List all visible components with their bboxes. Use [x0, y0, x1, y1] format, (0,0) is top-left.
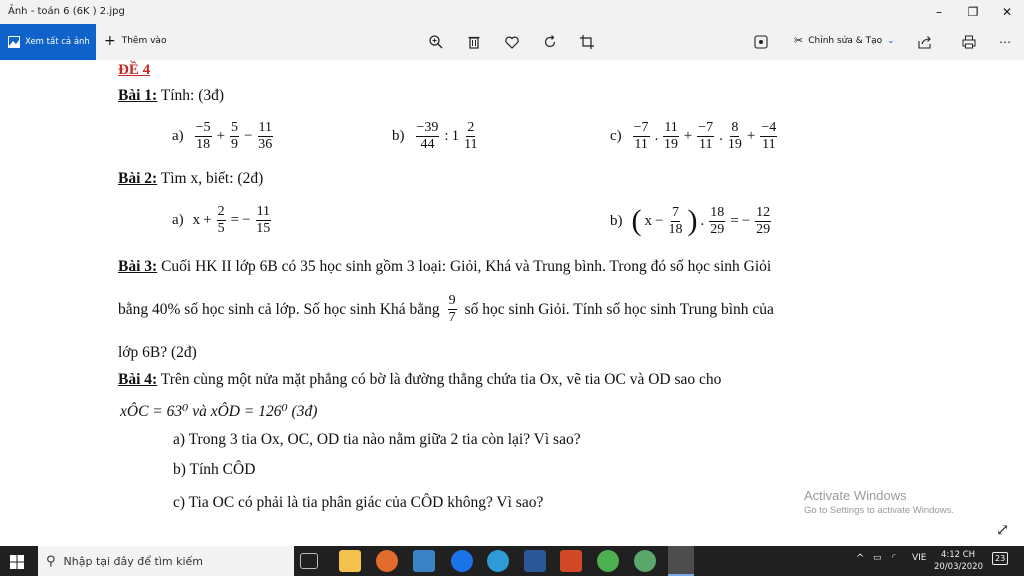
fraction: [697, 120, 714, 153]
fraction-denominator: 36: [258, 137, 273, 152]
windows-start-icon[interactable]: [10, 554, 24, 573]
parenthesis: ): [687, 204, 698, 237]
search-placeholder: Nhập tại đây để tìm kiếm: [63, 554, 204, 568]
math-operator: −: [741, 212, 751, 229]
bai1-c: [610, 120, 779, 153]
math-operator: x: [192, 212, 201, 228]
bai2-a: [172, 204, 273, 237]
fullscreen-expand-icon[interactable]: ⤢: [996, 522, 1010, 539]
watermark-title: Activate Windows: [804, 488, 907, 503]
fraction: [217, 204, 226, 237]
bai1-b-fraction: [416, 120, 440, 153]
word-icon[interactable]: [524, 550, 546, 572]
bai3-text-1: Cuối HK II lớp 6B có 35 học sinh gồm 3 loại: Giỏi, Khá và Trung bình. Trong đó số học sinh Giỏi: [157, 258, 772, 275]
edit-create-label: Chỉnh sửa & Tạo: [808, 35, 883, 46]
bai3-fraction: [448, 293, 457, 326]
clock[interactable]: [934, 549, 982, 573]
bai2-b-label: b): [610, 212, 623, 229]
fraction-numerator: 11: [664, 120, 678, 135]
bai1-text: Tính: (3đ): [157, 87, 225, 104]
math-operator: +: [746, 128, 756, 144]
fraction-numerator: 8: [731, 120, 739, 135]
browser-icon[interactable]: [487, 550, 509, 572]
see-all-photos-button[interactable]: [0, 24, 96, 60]
bai2-a-label: a): [172, 212, 184, 228]
slideshow-icon[interactable]: [750, 31, 772, 53]
bai1-label: Bài 1:: [118, 87, 158, 104]
fraction-denominator: 15: [256, 221, 271, 236]
fraction-denominator: 11: [634, 137, 648, 152]
bai1-b-mixed-fraction: [464, 120, 477, 153]
edit-create-button[interactable]: [794, 34, 895, 47]
bai2-text: Tìm x, biết: (2đ): [157, 170, 264, 187]
watermark-subtitle: Go to Settings to activate Windows.: [804, 505, 954, 516]
chrome-profile-icon[interactable]: [634, 550, 656, 572]
fraction-numerator: −5: [195, 120, 211, 135]
edge-icon[interactable]: [451, 550, 473, 572]
math-operator: =: [230, 212, 240, 228]
more-options-icon[interactable]: ⋯: [999, 35, 1011, 49]
bai1-c-label: c): [610, 128, 622, 144]
chevron-down-icon: ⌄: [887, 35, 895, 46]
close-button[interactable]: ✕: [1001, 5, 1013, 19]
bai4-line2: xÔC = 63⁰ và xÔD = 126⁰ (3đ): [120, 403, 318, 420]
bai1-a-label: a): [172, 128, 184, 144]
photos-taskbar-icon[interactable]: [668, 546, 694, 576]
fraction-denominator: 19: [727, 137, 742, 152]
bai1-heading: [118, 87, 224, 105]
search-icon: ⚲: [46, 553, 56, 569]
notifications-icon[interactable]: [992, 552, 1008, 565]
toolbar: [0, 24, 1024, 60]
bai2-b: [610, 204, 773, 238]
math-operator: x: [644, 212, 652, 229]
zoom-icon[interactable]: [425, 31, 447, 53]
chevron-up-icon[interactable]: ^: [856, 553, 865, 564]
fraction: [258, 120, 273, 153]
bai3-label: Bài 3:: [118, 258, 158, 275]
fraction-numerator: 2: [217, 204, 225, 219]
parenthesis: (: [631, 204, 642, 237]
fraction: [256, 204, 271, 237]
fraction: [709, 205, 725, 238]
bai1-a-expression: [193, 120, 275, 153]
math-operator: .: [719, 128, 723, 144]
taskbar-search[interactable]: [38, 546, 294, 576]
battery-icon[interactable]: ▭: [873, 553, 882, 563]
bai2-a-expression: [193, 204, 273, 237]
add-to-button[interactable]: [104, 33, 166, 49]
scissors-icon: ✂: [794, 34, 804, 47]
math-operator: −: [242, 212, 251, 228]
math-operator: .: [700, 212, 705, 229]
bai3-line3: lớp 6B? (2đ): [118, 344, 197, 361]
fraction-denominator: 7: [448, 310, 456, 325]
rotate-icon[interactable]: [539, 31, 561, 53]
bai2-heading: [118, 170, 263, 188]
bai4-label: Bài 4:: [118, 371, 158, 388]
taskbar: [0, 546, 1024, 576]
fraction-denominator: 19: [664, 137, 679, 152]
fraction: [728, 120, 742, 153]
photos-icon: [8, 36, 20, 48]
print-icon[interactable]: [958, 31, 980, 53]
favorite-heart-icon[interactable]: [501, 31, 523, 53]
share-icon[interactable]: [914, 31, 936, 53]
fraction-numerator: 11: [258, 120, 272, 135]
bai4-a: a) Trong 3 tia Ox, OC, OD tia nào nằm giữa 2 tia còn lại? Vì sao?: [173, 431, 581, 448]
fraction: [230, 120, 239, 153]
math-operator: −: [655, 212, 664, 229]
title-bar: [0, 0, 1024, 24]
bai2-label: Bài 2:: [118, 170, 158, 187]
bai2-b-expression: [632, 204, 774, 238]
delete-icon[interactable]: [463, 31, 485, 53]
fraction: [668, 205, 682, 238]
bai1-b-label: b): [392, 128, 405, 144]
fraction-numerator: 18: [710, 204, 725, 220]
fraction-numerator: −7: [633, 120, 649, 135]
plus-icon: +: [104, 33, 116, 49]
fraction-denominator: 18: [196, 137, 211, 152]
minimize-button[interactable]: –: [936, 5, 942, 19]
bai1-a: [172, 120, 275, 153]
media-player-icon[interactable]: [376, 550, 398, 572]
math-operator: .: [654, 128, 659, 144]
fraction-denominator: 11: [464, 137, 478, 152]
fraction-numerator: −4: [761, 120, 777, 135]
bai3-line2: [118, 293, 774, 326]
math-operator: =: [730, 212, 739, 229]
image-viewer: [0, 60, 1024, 546]
fraction: [760, 120, 777, 153]
bai4-line1: [118, 371, 721, 389]
fraction-denominator: 44: [420, 137, 435, 152]
fraction-denominator: 5: [217, 221, 225, 236]
bai3-text-2a: bằng 40% số học sinh cả lớp. Số học sinh Khá bằng: [118, 300, 440, 318]
math-operator: +: [683, 128, 693, 144]
fraction-numerator: 5: [231, 120, 239, 135]
bai1-c-expression: [631, 120, 780, 153]
math-operator: +: [216, 128, 226, 144]
bai4-b: b) Tính CÔD: [173, 461, 256, 478]
bai3-text-2b: số học sinh Giỏi. Tính số học sinh Trung bình của: [464, 300, 774, 318]
clock-time: 4:12 CH: [940, 550, 976, 560]
fraction-denominator: 29: [710, 221, 725, 237]
see-all-label: Xem tất cả ảnh: [25, 37, 90, 47]
fraction-numerator: −7: [698, 120, 714, 135]
fraction-denominator: 29: [756, 221, 771, 237]
fraction: [633, 120, 650, 153]
mixed-whole: 1: [451, 128, 460, 144]
fraction-denominator: 9: [231, 137, 239, 152]
fraction: [755, 205, 771, 238]
fraction-numerator: 9: [448, 293, 456, 308]
exam-title: ĐỀ 4: [118, 62, 151, 78]
fraction-numerator: −39: [416, 120, 439, 135]
fraction-denominator: 11: [762, 137, 776, 152]
fraction: [663, 120, 678, 153]
crop-icon[interactable]: [576, 31, 598, 53]
task-view-icon[interactable]: [300, 553, 318, 569]
fraction-numerator: 2: [467, 120, 475, 135]
powerpoint-icon[interactable]: [560, 550, 582, 572]
language-indicator[interactable]: VIE: [912, 553, 927, 563]
colon-operator: :: [444, 128, 449, 144]
add-label: Thêm vào: [121, 36, 167, 46]
fraction-numerator: 7: [671, 204, 679, 220]
bai1-b: [392, 120, 480, 153]
chrome-icon[interactable]: [597, 550, 619, 572]
store-icon[interactable]: [413, 550, 435, 572]
clock-date: 20/03/2020: [934, 562, 983, 572]
bai4-text-1: Trên cùng một nửa mặt phẳng có bờ là đường thẳng chứa tia Ox, vẽ tia OC và OD sao cho: [157, 371, 722, 388]
math-operator: −: [244, 128, 253, 144]
fraction-denominator: 11: [698, 137, 713, 152]
notification-count: 23: [995, 554, 1006, 563]
bai3-line1: [118, 258, 771, 276]
fraction-numerator: 11: [256, 204, 271, 219]
fraction-denominator: 18: [668, 221, 683, 237]
window-title: Ảnh - toán 6 (6K ) 2.jpg: [8, 6, 125, 17]
activate-windows-watermark: [804, 488, 954, 516]
maximize-button[interactable]: ❐: [967, 5, 979, 19]
file-explorer-icon[interactable]: [339, 550, 361, 572]
fraction: [195, 120, 212, 153]
wifi-icon[interactable]: ◜: [892, 553, 896, 563]
math-operator: +: [203, 212, 212, 228]
bai4-c: c) Tia OC có phải là tia phân giác của CÔD không? Vì sao?: [173, 494, 544, 511]
fraction-numerator: 12: [756, 204, 771, 220]
